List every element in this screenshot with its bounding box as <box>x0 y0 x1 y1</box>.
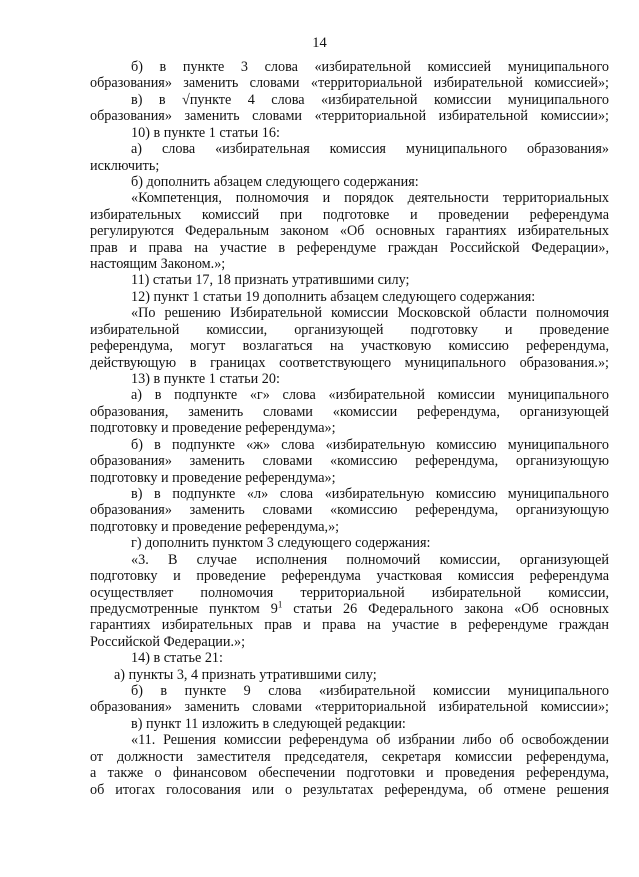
text-line <box>90 59 609 75</box>
line-text: а) пункты 3, 4 признать утратившими силу; <box>114 666 377 683</box>
line-text: образования, заменить словами «комиссии референдума, организующей <box>90 403 609 420</box>
line-text: б) в пункте 9 слова «избирательной комиссии муниципального <box>131 683 609 700</box>
line-text: от должности заместителя председателя, секретаря комиссии референдума, <box>90 748 609 765</box>
text-line <box>90 650 609 666</box>
line-text: осуществляет полномочия территориальной избирательной комиссии, <box>90 584 609 601</box>
text-line <box>90 601 609 617</box>
line-text: регулируются Федеральным законом «Об основных гарантиях избирательных <box>90 223 609 240</box>
line-text: 11) статьи 17, 18 признать утратившими силу; <box>131 272 410 289</box>
line-text: образования» заменить словами «территориальной избирательной комиссией»; <box>90 75 609 92</box>
text-line <box>90 749 609 765</box>
text-line <box>90 732 609 748</box>
text-line <box>90 272 609 288</box>
text-line <box>90 174 609 190</box>
line-text: а также о финансовом обеспечении подготовки и проведения референдума, <box>90 765 609 782</box>
text-line <box>90 125 609 141</box>
text-line <box>90 585 609 601</box>
text-line <box>90 568 609 584</box>
line-text: «3. В случае исполнения полномочий комиссии, организующей <box>131 551 609 568</box>
text-line <box>90 634 609 650</box>
text-line <box>90 240 609 256</box>
line-text: подготовку и проведение референдума участковая комиссия референдума <box>90 568 609 585</box>
line-text: 10) в пункте 1 статьи 16: <box>131 124 280 141</box>
text-line <box>90 617 609 633</box>
line-text: б) в подпункте «ж» слова «избирательную комиссию муниципального <box>131 436 609 453</box>
text-line <box>90 289 609 305</box>
text-line <box>90 552 609 568</box>
text-line <box>90 470 609 486</box>
text-line <box>90 667 609 683</box>
text-line <box>90 716 609 732</box>
line-text: действующую в границах соответствующего муниципального образования.»; <box>90 354 609 371</box>
line-text: г) дополнить пунктом 3 следующего содержания: <box>131 535 431 552</box>
line-text: настоящим Законом.»; <box>90 256 226 273</box>
line-text: «По решению Избирательной комиссии Московской области полномочия <box>131 305 609 322</box>
line-text: 12) пункт 1 статьи 19 дополнить абзацем следующего содержания: <box>131 288 536 305</box>
line-text: образования» заменить словами «комиссию референдума, организующую <box>90 502 609 519</box>
line-text: «Компетенция, полномочия и порядок деятельности территориальных <box>131 190 609 207</box>
line-text: избирательных комиссий при подготовке и проведении референдума <box>90 206 609 223</box>
text-line <box>90 75 609 91</box>
line-text: гарантиях избирательных прав и права на участие в референдуме граждан <box>90 617 609 634</box>
line-text: 13) в пункте 1 статьи 20: <box>131 371 280 388</box>
line-text: предусмотренные пунктом 9 <box>90 600 278 617</box>
text-line <box>90 502 609 518</box>
line-text: в) в √пункте 4 слова «избирательной комиссии муниципального <box>131 91 609 108</box>
line-text: б) дополнить абзацем следующего содержания: <box>131 173 419 190</box>
line-text: а) слова «избирательная комиссия муниципального образования» <box>131 141 609 158</box>
superscript: 1 <box>277 599 283 610</box>
line-text: б) в пункте 3 слова «избирательной комиссией муниципального <box>131 59 609 75</box>
text-line <box>90 486 609 502</box>
line-text: образования» заменить словами «территориальной избирательной комиссии»; <box>90 108 609 125</box>
text-line <box>90 387 609 403</box>
document-body <box>90 59 609 798</box>
text-line <box>90 223 609 239</box>
text-line <box>90 519 609 535</box>
text-line <box>90 371 609 387</box>
line-text: подготовку и проведение референдума»; <box>90 420 336 437</box>
line-text: «11. Решения комиссии референдума об избрании либо об освобождении <box>131 732 609 749</box>
text-line <box>90 207 609 223</box>
line-text: в) в подпункте «л» слова «избирательную комиссию муниципального <box>131 485 609 502</box>
line-text: подготовку и проведение референдума»; <box>90 469 336 486</box>
text-line <box>90 322 609 338</box>
text-line <box>90 190 609 206</box>
line-text: подготовку и проведение референдума,»; <box>90 518 340 535</box>
line-text: Российской Федерации.»; <box>90 633 246 650</box>
line-text: избирательной комиссии, организующей подготовку и проведение <box>90 321 609 338</box>
line-text: образования» заменить словами «территориальной избирательной комиссии»; <box>90 699 609 716</box>
text-line <box>90 683 609 699</box>
text-line <box>90 699 609 715</box>
text-line <box>90 765 609 781</box>
text-line <box>90 355 609 371</box>
line-text: референдума, могут возлагаться на участковую комиссию референдума, <box>90 338 609 355</box>
text-line <box>90 256 609 272</box>
text-line <box>90 437 609 453</box>
text-line <box>90 420 609 436</box>
text-line <box>90 92 609 108</box>
text-line <box>90 404 609 420</box>
line-text: 14) в статье 21: <box>131 650 223 667</box>
line-text: в) пункт 11 изложить в следующей редакции: <box>131 715 406 732</box>
line-text: образования» заменить словами «комиссию референдума, организующую <box>90 453 609 470</box>
text-line <box>90 535 609 551</box>
line-text: об итогах голосования или о результатах референдума, об отмене решения <box>90 781 609 798</box>
text-line <box>90 141 609 157</box>
line-text: прав и права на участие в референдуме граждан Российской Федерации», <box>90 239 609 256</box>
page-number: 14 <box>312 35 327 51</box>
text-line <box>90 305 609 321</box>
text-line <box>90 782 609 798</box>
text-line <box>90 338 609 354</box>
line-text: исключить; <box>90 157 160 174</box>
line-text-continued: статьи 26 Федерального закона «Об основных <box>282 600 609 617</box>
line-text: а) в подпункте «г» слова «избирательной комиссии муниципального <box>131 387 609 404</box>
text-line <box>90 108 609 124</box>
text-line <box>90 158 609 174</box>
text-line <box>90 453 609 469</box>
